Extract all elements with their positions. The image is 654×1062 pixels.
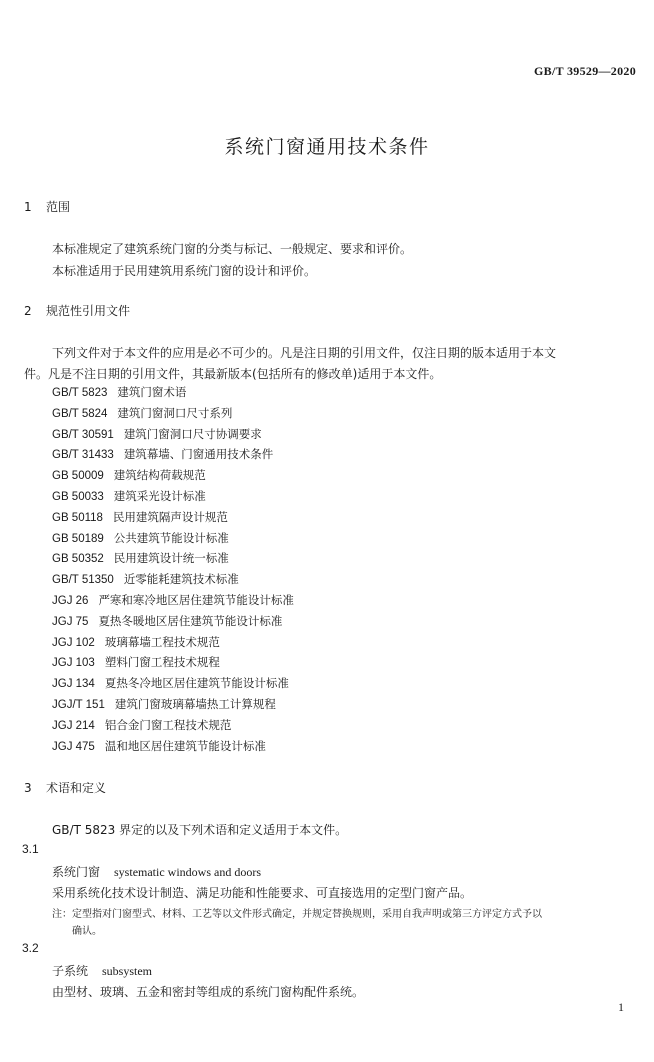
section-1-heading: [24, 198, 70, 215]
reference-item: [52, 694, 294, 715]
reference-title: 民用建筑设计统一标准: [113, 551, 229, 566]
reference-title: 公共建筑节能设计标准: [113, 530, 229, 545]
reference-title: 民用建筑隔声设计规范: [112, 509, 228, 524]
reference-code: GB 50033: [52, 490, 104, 503]
reference-code: GB 50118: [52, 511, 103, 524]
term-definition: 由型材、玻璃、五金和密封等组成的系统门窗构配件系统。: [52, 985, 365, 999]
reference-item: [52, 444, 294, 465]
term-name-en: systematic windows and doors: [114, 865, 261, 879]
reference-list: [52, 382, 294, 756]
reference-title: 建筑结构荷载规范: [113, 468, 206, 483]
term-heading: [52, 863, 261, 880]
reference-title: 严寒和寒冷地区居住建筑节能设计标准: [98, 592, 294, 607]
reference-title: 玻璃幕墙工程技术规范: [104, 634, 220, 649]
reference-item: [52, 632, 294, 653]
term-heading: [52, 962, 152, 979]
reference-item: [52, 611, 294, 632]
reference-code: JGJ 103: [52, 657, 95, 670]
reference-item: [52, 548, 294, 569]
reference-code: GB 50189: [52, 532, 104, 545]
reference-code: JGJ 26: [52, 594, 89, 607]
reference-item: [52, 382, 294, 403]
reference-code: JGJ 102: [52, 636, 95, 649]
section-title: 范围: [46, 200, 71, 214]
reference-item: [52, 569, 294, 590]
section-number: 3: [24, 781, 32, 795]
scope-paragraph-1: 本标准规定了建筑系统门窗的分类与标记、一般规定、要求和评价。: [52, 242, 413, 256]
reference-item: [52, 652, 294, 673]
term-name-zh: 系统门窗: [52, 865, 101, 879]
reference-code: GB/T 5824: [52, 407, 108, 420]
reference-code: GB 50009: [52, 470, 104, 483]
references-intro-line-2: 件。凡是不注日期的引用文件，其最新版本(包括所有的修改单)适用于本文件。: [24, 367, 442, 381]
reference-code: JGJ 214: [52, 719, 95, 732]
reference-code: GB 50352: [52, 553, 104, 566]
section-title: 规范性引用文件: [46, 304, 131, 318]
standard-code: GB/T 39529—2020: [534, 64, 636, 78]
section-title: 术语和定义: [46, 781, 107, 795]
page-number: 1: [618, 1000, 624, 1014]
reference-code: GB/T 31433: [52, 449, 114, 462]
reference-title: 建筑门窗术语: [117, 385, 187, 399]
reference-code: JGJ 75: [52, 615, 89, 628]
term-number: 3.2: [22, 941, 39, 955]
reference-item: [52, 403, 294, 424]
term-number: 3.1: [22, 842, 39, 856]
reference-item: [52, 424, 294, 445]
reference-title: 近零能耗建筑技术标准: [123, 572, 239, 587]
reference-code: GB/T 5823: [52, 387, 108, 399]
section-3-heading: [24, 779, 106, 796]
reference-code: JGJ/T 151: [52, 698, 105, 711]
reference-title: 夏热冬暖地区居住建筑节能设计标准: [98, 613, 283, 628]
reference-title: 塑料门窗工程技术规程: [104, 655, 220, 670]
reference-title: 建筑幕墙、门窗通用技术条件: [123, 447, 274, 462]
reference-title: 建筑采光设计标准: [113, 488, 206, 503]
reference-code: GB/T 30591: [52, 428, 114, 441]
reference-item: [52, 673, 294, 694]
reference-title: 建筑门窗洞口尺寸系列: [117, 405, 233, 420]
reference-title: 夏热冬冷地区居住建筑节能设计标准: [104, 676, 289, 691]
term-name-en: subsystem: [102, 964, 153, 978]
reference-code: JGJ 475: [52, 740, 95, 753]
reference-title: 铝合金门窗工程技术规范: [104, 717, 232, 732]
reference-item: [52, 465, 294, 486]
reference-code: JGJ 134: [52, 678, 95, 691]
reference-item: [52, 715, 294, 736]
term-note-line-1: 注：定型指对门窗型式、材料、工艺等以文件形式确定，并规定替换规则，采用自我声明或第三方评定方式予以: [52, 909, 542, 920]
references-intro-line-1: 下列文件对于本文件的应用是必不可少的。凡是注日期的引用文件，仅注日期的版本适用于本文: [52, 346, 557, 360]
reference-title: 建筑门窗洞口尺寸协调要求: [123, 426, 262, 441]
reference-item: [52, 507, 294, 528]
reference-item: [52, 486, 294, 507]
document-title: 系统门窗通用技术条件: [224, 136, 430, 158]
section-number: 1: [24, 200, 32, 214]
term-definition: 采用系统化技术设计制造、满足功能和性能要求、可直接选用的定型门窗产品。: [52, 886, 473, 900]
section-number: 2: [24, 304, 32, 318]
reference-code: GB/T 51350: [52, 574, 114, 587]
reference-item: [52, 528, 294, 549]
reference-title: 建筑门窗玻璃幕墙热工计算规程: [114, 696, 276, 711]
reference-item: [52, 736, 294, 757]
term-name-zh: 子系统: [52, 964, 89, 978]
reference-item: [52, 590, 294, 611]
term-note-line-2: 确认。: [72, 926, 102, 937]
section-2-heading: [24, 302, 130, 319]
reference-title: 温和地区居住建筑节能设计标准: [104, 738, 266, 753]
terms-intro: GB/T 5823 界定的以及下列术语和定义适用于本文件。: [52, 823, 348, 837]
scope-paragraph-2: 本标准适用于民用建筑用系统门窗的设计和评价。: [52, 264, 317, 278]
